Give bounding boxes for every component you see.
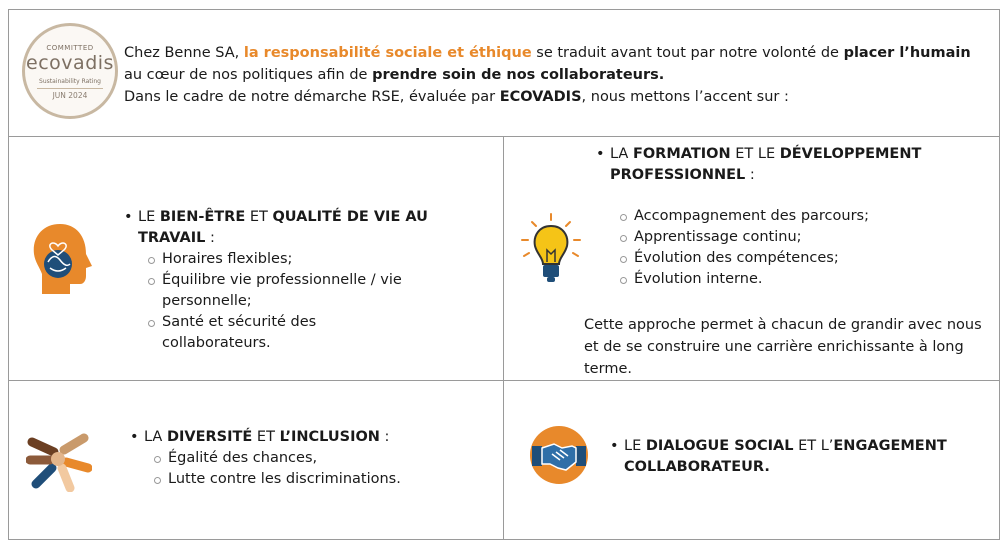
dialogue-heading-text [624, 436, 947, 478]
list-item: Santé et sécurité des collaborateurs. [148, 312, 424, 354]
badge-committed: COMMITTED [46, 44, 94, 52]
training-heading [596, 144, 986, 186]
bullet: • [130, 429, 139, 445]
wellbeing-b1: BIEN-ÊTRE [159, 209, 246, 225]
training-p2: ET LE [730, 146, 780, 162]
training-p1: LA [610, 146, 633, 162]
wellbeing-list [124, 249, 424, 354]
diversity-p3: : [379, 429, 390, 445]
dialogue-b3: COLLABORATEUR. [624, 459, 770, 475]
intro-t6: prendre soin de nos collaborateurs. [372, 67, 665, 83]
list-item: Égalité des chances, [154, 448, 490, 469]
diversity-section [130, 427, 490, 490]
intro-line-3 [124, 86, 984, 108]
intro-highlight: la responsabilité sociale et éthique [243, 45, 532, 61]
diversity-list [130, 448, 490, 490]
badge-brand: ecovadis [26, 52, 114, 74]
training-b3: PROFESSIONNEL [610, 167, 746, 183]
divider-middle [8, 380, 1000, 381]
dialogue-heading [610, 436, 980, 478]
training-list [596, 206, 986, 290]
dialogue-b2: ENGAGEMENT [833, 438, 947, 454]
intro-t8: ECOVADIS [499, 89, 582, 105]
training-b2: DÉVELOPPEMENT [779, 146, 922, 162]
ecovadis-badge-icon [22, 23, 118, 119]
training-heading-text [610, 144, 921, 186]
lightbulb-icon [518, 212, 584, 286]
list-item: Lutte contre les discriminations. [154, 469, 490, 490]
diversity-p2: ET [252, 429, 280, 445]
diversity-p1: LA [144, 429, 167, 445]
training-b1: FORMATION [632, 146, 731, 162]
diversity-b2: L’INCLUSION [279, 429, 380, 445]
handshake-icon [528, 424, 590, 486]
bullet: • [610, 438, 619, 454]
list-item: Évolution interne. [620, 269, 986, 290]
list-item: Horaires flexibles; [148, 249, 424, 270]
training-paragraph: Cette approche permet à chacun de grandir avec nous et de se construire une carrière enrichissante à long terme. [584, 317, 982, 377]
bullet: • [124, 209, 133, 225]
intro-t5: au cœur de nos politiques afin de [124, 67, 373, 83]
list-item: Apprentissage continu; [620, 227, 986, 248]
intro-text [124, 42, 984, 108]
wellbeing-heading-text [138, 207, 484, 249]
dialogue-b1: DIALOGUE SOCIAL [645, 438, 794, 454]
bullet: • [596, 146, 605, 162]
intro-line-2 [124, 64, 984, 86]
hands-circle-icon [26, 428, 92, 492]
wellbeing-section [124, 207, 484, 354]
intro-line-1 [124, 42, 984, 64]
training-section [596, 144, 986, 290]
intro-t4: placer l’humain [843, 45, 971, 61]
intro-t3: se traduit avant tout par notre volonté de [531, 45, 844, 61]
wellbeing-heading [124, 207, 484, 249]
intro-t9: , nous mettons l’accent sur : [581, 89, 789, 105]
wellbeing-p2: ET [245, 209, 273, 225]
badge-rating: Sustainability Rating [39, 78, 101, 85]
diversity-heading-text [144, 427, 389, 448]
badge-date: JUN 2024 [37, 88, 103, 100]
diversity-b1: DIVERSITÉ [166, 429, 253, 445]
list-item: Équilibre vie professionnelle / vie personnelle; [148, 270, 424, 312]
divider-top [8, 136, 1000, 137]
dialogue-p1: LE [624, 438, 646, 454]
wellbeing-p3: : [205, 230, 215, 246]
diversity-heading [130, 427, 490, 448]
divider-vertical [503, 136, 504, 540]
intro-t7: Dans le cadre de notre démarche RSE, évaluée par [124, 89, 500, 105]
dialogue-p2: ET L’ [793, 438, 834, 454]
head-heart-icon [30, 222, 94, 296]
list-item: Accompagnement des parcours; [620, 206, 986, 227]
training-p3: : [745, 167, 755, 183]
intro-t1: Chez Benne SA, [124, 45, 244, 61]
list-item: Évolution des compétences; [620, 248, 986, 269]
wellbeing-p1: LE [138, 209, 160, 225]
wellbeing-b2: QUALITÉ DE VIE AU TRAVAIL [138, 209, 428, 246]
dialogue-section [610, 436, 980, 478]
